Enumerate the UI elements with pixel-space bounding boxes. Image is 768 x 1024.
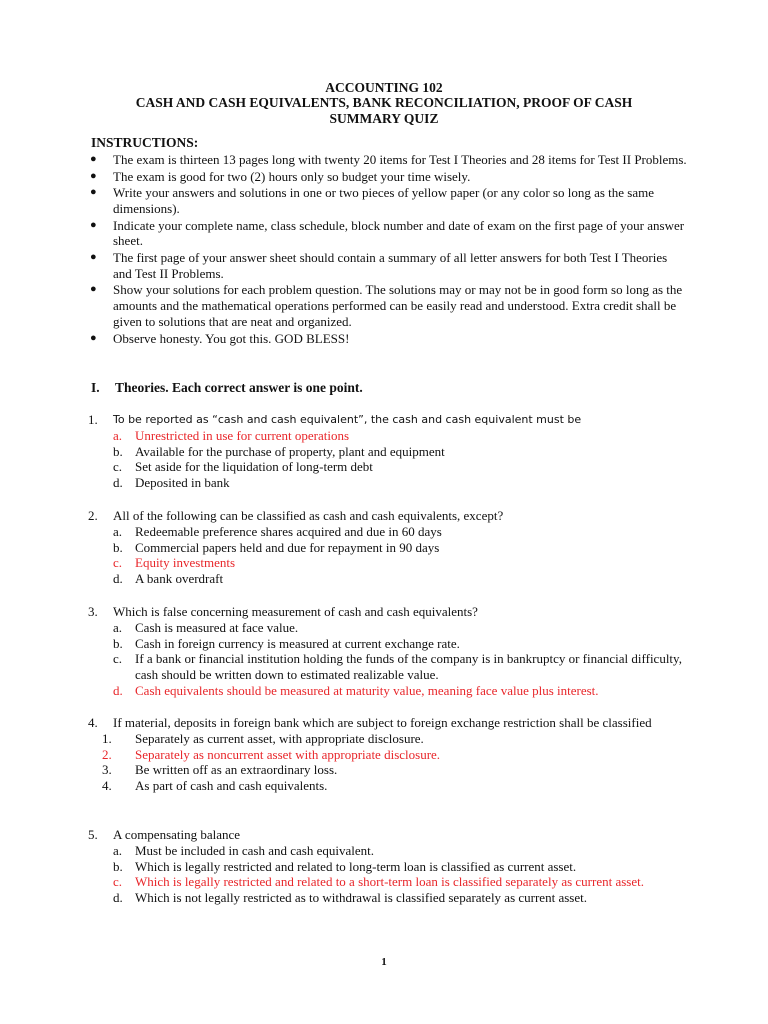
instruction-item: ● The first page of your answer sheet should contain a summary of all letter answers for both Test I Theories and Test II Problems. — [90, 249, 668, 281]
option: d. Which is not legally restricted as to withdrawal is classified separately as current asset. — [113, 890, 587, 906]
document-subtitle: CASH AND CASH EQUIVALENTS, BANK RECONCILIATION, PROOF OF CASH — [135, 95, 633, 110]
option: 3. Be written off as an extraordinary loss. — [102, 762, 338, 778]
bullet-icon: ● — [90, 153, 97, 165]
question-5 — [88, 827, 688, 906]
option: 4. As part of cash and cash equivalents. — [102, 778, 328, 794]
document-title: ACCOUNTING 102 — [325, 80, 443, 95]
instruction-item: ● The exam is thirteen 13 pages long with twenty 20 items for Test I Theories and 28 items for Test II Problems. — [90, 152, 687, 167]
option-correct: 2. Separately as noncurrent asset with appropriate disclosure. — [102, 746, 441, 762]
bullet-icon: ● — [90, 169, 97, 182]
instruction-item: ● Observe honesty. You got this. GOD BLESS! — [90, 330, 350, 346]
section-heading — [91, 380, 363, 396]
question-number: 2. — [88, 508, 98, 523]
instruction-item: ● Write your answers and solutions in one or two pieces of yellow paper (or any color so long as the same dimensions). — [90, 185, 655, 216]
question-text: All of the following can be classified as cash and cash equivalents, except? — [113, 508, 504, 523]
instructions-heading: INSTRUCTIONS: — [91, 135, 199, 150]
option: d. A bank overdraft — [113, 571, 224, 587]
instruction-item: ● Show your solutions for each problem question. The solutions may or may not be in good form so long as the amounts and the mathematical operations performed can be easily read and understood. Extra credit shall be given to solutions that are neat and organized. — [90, 282, 683, 329]
instruction-item: ● The exam is good for two (2) hours only so budget your time wisely. — [90, 168, 471, 184]
page-number: 1 — [381, 956, 387, 968]
question-number: 3. — [88, 604, 98, 619]
question-text: A compensating balance — [113, 827, 241, 842]
section-title: Theories. Each correct answer is one point. — [115, 380, 363, 395]
question-4 — [88, 715, 688, 794]
instruction-item: ● Indicate your complete name, class schedule, block number and date of exam on the first page of your answer sheet. — [90, 217, 685, 249]
instructions-list — [88, 152, 688, 347]
option-correct: c. Equity investments — [113, 555, 236, 571]
option: c. If a bank or financial institution holding the funds of the company is in bankruptcy or financial difficulty, cash should be written down to estimated realizable value. — [113, 651, 682, 683]
option: b. Which is legally restricted and related to long-term loan is classified as current asset. — [113, 858, 577, 874]
question-number: 4. — [88, 715, 98, 730]
question-2 — [88, 508, 688, 587]
question-text: Which is false concerning measurement of cash and cash equivalents? — [113, 604, 478, 619]
option: b. Cash in foreign currency is measured at current exchange rate. — [113, 635, 460, 651]
section-number: I. — [91, 380, 100, 395]
question-text: If material, deposits in foreign bank which are subject to foreign exchange restriction shall be classified — [113, 715, 652, 730]
question-1 — [88, 412, 688, 491]
option: b. Commercial papers held and due for repayment in 90 days — [113, 539, 440, 555]
option: a. Cash is measured at face value. — [113, 619, 299, 635]
option-correct: a. Unrestricted in use for current operations — [113, 427, 350, 443]
bullet-icon: ● — [90, 218, 97, 231]
option: 1. Separately as current asset, with appropriate disclosure. — [102, 730, 424, 746]
option: a. Redeemable preference shares acquired and due in 60 days — [113, 523, 442, 539]
question-text: To be reported as “cash and cash equivalent”, the cash and cash equivalent must be — [113, 413, 582, 426]
question-number: 5. — [88, 827, 98, 842]
bullet-icon: ● — [90, 250, 97, 263]
option: a. Must be included in cash and cash equivalent. — [113, 842, 374, 858]
document-quiz-type: SUMMARY QUIZ — [329, 111, 439, 126]
question-3 — [88, 604, 688, 699]
option: c. Set aside for the liquidation of long-term debt — [113, 459, 373, 475]
option-correct: d. Cash equivalents should be measured at maturity value, meaning face value plus interest. — [113, 682, 599, 698]
option: d. Deposited in bank — [113, 475, 230, 491]
bullet-icon: ● — [90, 186, 97, 199]
option-correct: c. Which is legally restricted and related to a short-term loan is classified separately as current asset. — [113, 874, 644, 890]
question-number: 1. — [88, 412, 98, 427]
bullet-icon: ● — [90, 283, 97, 296]
bullet-icon: ● — [90, 331, 97, 344]
option: b. Available for the purchase of property, plant and equipment — [113, 443, 445, 459]
